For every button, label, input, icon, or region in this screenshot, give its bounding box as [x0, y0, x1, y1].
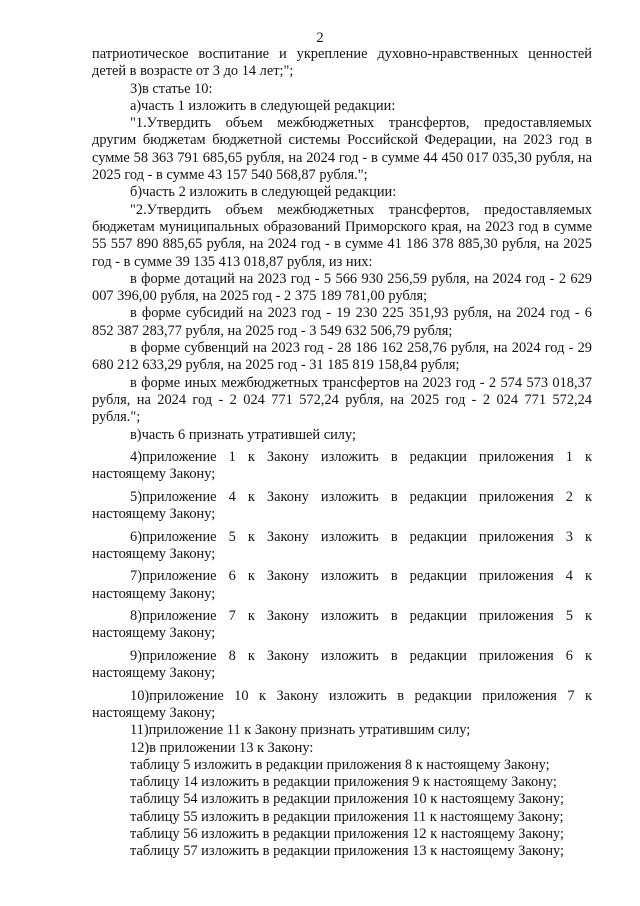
paragraph: в форме дотаций на 2023 год - 5 566 930 256,59 рубля, на 2024 год - 2 629 007 396,00 рубля, на 2025 год - 2 375 189 781,00 рубля;	[92, 270, 592, 305]
paragraph: б)часть 2 изложить в следующей редакции:	[130, 184, 397, 201]
paragraph: патриотическое воспитание и укрепление духовно-нравственных ценностей детей в возрасте от 3 до 14 лет;";	[92, 46, 592, 80]
paragraph: а)часть 1 изложить в следующей редакции:	[130, 97, 396, 114]
paragraph: 11)приложение 11 к Закону признать утратившим силу;	[130, 722, 471, 739]
paragraph: 10)приложение 10 к Закону изложить в редакции приложения 7 к настоящему Закону;	[92, 687, 592, 721]
paragraph: 8)приложение 7 к Закону изложить в редакции приложения 5 к настоящему Закону;	[92, 608, 592, 642]
paragraph: 5)приложение 4 к Закону изложить в редакции приложения 2 к настоящему Закону;	[92, 488, 592, 523]
paragraph: "2.Утвердить объем межбюджетных трансфертов, предоставляемых бюджетам муниципальных образований Приморского края, на 2023 год в сумме 55 557 890 885,65 рубля, на 2024 год - в сумме 41 186 378 885,30 рубля, на 2025 год - в сумме 39 135 413 018,87 рубля, из них:	[92, 201, 592, 270]
paragraph: таблицу 14 изложить в редакции приложения 9 к настоящему Закону;	[130, 774, 557, 791]
paragraph: 3)в статье 10:	[130, 80, 213, 97]
paragraph: в форме субвенций на 2023 год - 28 186 162 258,76 рубля, на 2024 год - 29 680 212 633,29 рубля, на 2025 год - 31 185 819 158,84 рубля;	[92, 340, 592, 374]
paragraph: таблицу 56 изложить в редакции приложения 12 к настоящему Закону;	[130, 826, 565, 843]
paragraph: в)часть 6 признать утратившей силу;	[130, 426, 356, 443]
paragraph: таблицу 55 изложить в редакции приложения 11 к настоящему Закону;	[130, 808, 564, 825]
paragraph: в форме субсидий на 2023 год - 19 230 225 351,93 рубля, на 2024 год - 6 852 387 283,77 рубля, на 2025 год - 3 549 632 506,79 рубля;	[92, 305, 592, 339]
paragraph: 6)приложение 5 к Закону изложить в редакции приложения 3 к настоящему Закону;	[92, 528, 592, 562]
paragraph: 12)в приложении 13 к Закону:	[130, 739, 314, 756]
paragraph: 4)приложение 1 к Закону изложить в редакции приложения 1 к настоящему Закону;	[92, 449, 592, 483]
paragraph: таблицу 57 изложить в редакции приложения 13 к настоящему Закону;	[130, 843, 565, 860]
page-number: 2	[316, 30, 324, 46]
paragraph: 7)приложение 6 к Закону изложить в редакции приложения 4 к настоящему Закону;	[92, 568, 592, 602]
paragraph: таблицу 54 изложить в редакции приложения 10 к настоящему Закону;	[130, 791, 565, 808]
paragraph: таблицу 5 изложить в редакции приложения 8 к настоящему Закону;	[130, 756, 550, 773]
paragraph: "1.Утвердить объем межбюджетных трансфертов, предоставляемых другим бюджетам бюджетной системы Российской Федерации, на 2023 год в сумме 58 363 791 685,65 рубля, на 2024 год - в сумме 44 450 017 035,30 рубля, на 2025 год - в сумме 43 157 540 568,87 рубля.";	[92, 115, 592, 184]
paragraph: 9)приложение 8 к Закону изложить в редакции приложения 6 к настоящему Закону;	[92, 647, 592, 682]
document-body	[92, 46, 592, 861]
paragraph: в форме иных межбюджетных трансфертов на 2023 год - 2 574 573 018,37 рубля, на 2024 год - 2 024 771 572,24 рубля, на 2025 год - 2 024 771 572,24 рубля.";	[92, 374, 592, 426]
